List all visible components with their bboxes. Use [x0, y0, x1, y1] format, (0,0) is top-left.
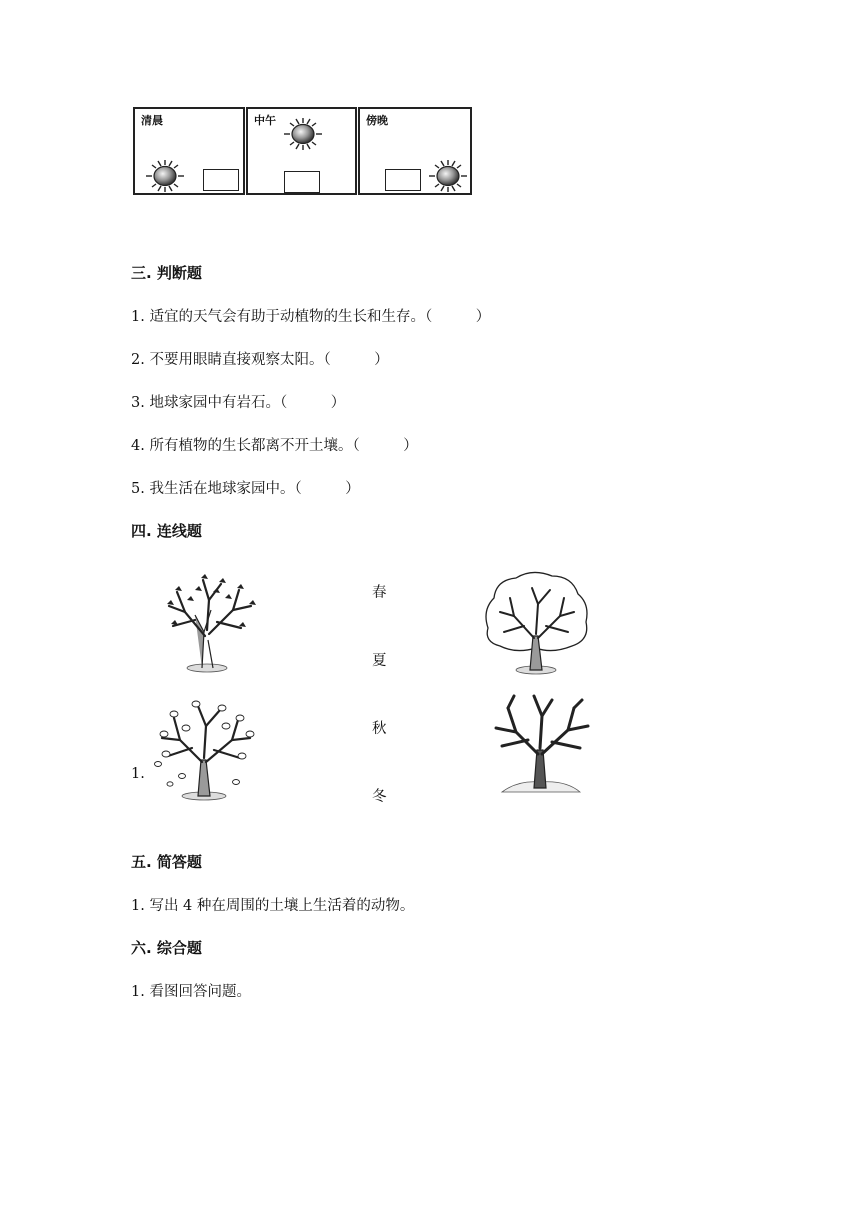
- sun-icon: [428, 159, 468, 193]
- judgement-question-3: 3. 地球家园中有岩石。（ ）: [131, 395, 346, 411]
- panel-label-morning: 清晨: [141, 114, 163, 127]
- comprehensive-question-1: 1. 看图回答问题。: [131, 984, 251, 1000]
- section-heading-comprehensive: 六. 综合题: [131, 939, 202, 957]
- tree-falling-leaves-icon: [152, 698, 262, 803]
- panel-evening: [358, 107, 472, 195]
- season-autumn: 秋: [372, 721, 387, 737]
- answer-box-noon[interactable]: [284, 171, 320, 193]
- season-winter: 冬: [372, 789, 387, 805]
- judgement-question-4: 4. 所有植物的生长都离不开土壤。（ ）: [131, 438, 418, 454]
- judgement-question-2: 2. 不要用眼睛直接观察太阳。（ ）: [131, 352, 389, 368]
- answer-box-evening[interactable]: [385, 169, 421, 191]
- sun-icon: [145, 159, 185, 193]
- short-answer-question-1: 1. 写出 4 种在周围的土壤上生活着的动物。: [131, 898, 415, 914]
- matching-question-number: 1.: [131, 766, 145, 782]
- section-heading-judgement: 三. 判断题: [131, 264, 202, 282]
- judgement-question-5: 5. 我生活在地球家园中。（ ）: [131, 481, 360, 497]
- section-heading-short-answer: 五. 简答题: [131, 853, 202, 871]
- sun-icon: [283, 117, 323, 151]
- panel-morning: [133, 107, 245, 195]
- panel-label-noon: 中午: [254, 114, 276, 127]
- tree-bare-branches-icon: [488, 692, 598, 800]
- section-heading-matching: 四. 连线题: [131, 522, 202, 540]
- panel-label-evening: 傍晚: [366, 114, 388, 127]
- tree-full-canopy-icon: [482, 570, 592, 678]
- tree-leaf-buds-icon: [155, 570, 265, 675]
- judgement-question-1: 1. 适宜的天气会有助于动植物的生长和生存。（ ）: [131, 309, 491, 325]
- answer-box-morning[interactable]: [203, 169, 239, 191]
- season-summer: 夏: [372, 653, 387, 669]
- season-spring: 春: [372, 585, 387, 601]
- panel-noon: [246, 107, 357, 195]
